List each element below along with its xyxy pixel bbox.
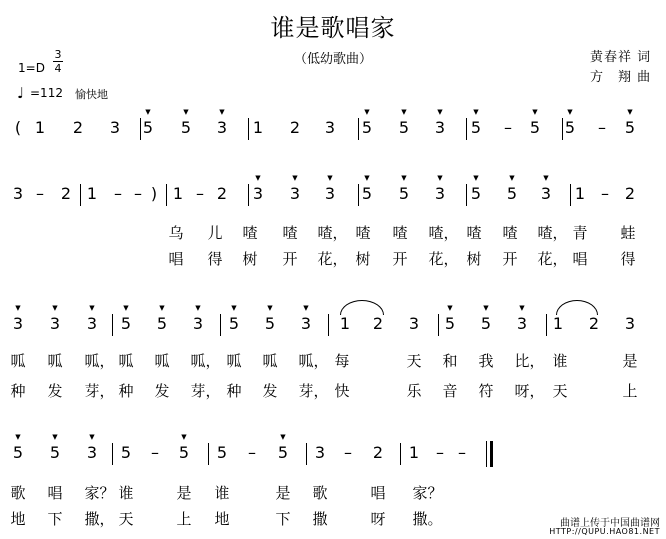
lyric-l5-6: 是: [275, 484, 291, 502]
lyric-l4-3: 种: [118, 382, 134, 400]
note-r2-21: 2: [624, 184, 636, 203]
time-signature: [53, 49, 63, 74]
lyric-l4-1: 发: [47, 382, 63, 400]
bar-line: [358, 118, 359, 140]
accent-mark: ▼: [437, 108, 443, 116]
note-r4-3: 5: [120, 443, 132, 462]
lyric-l1-4: 喳，: [317, 224, 348, 242]
lyric-l5-5: 谁: [214, 484, 230, 502]
lyric-l2-0: 唱: [168, 250, 184, 268]
note-r2-12: 3: [324, 184, 336, 203]
lyric-l6-0: 地: [10, 510, 26, 528]
bar-line: [466, 118, 467, 140]
lyric-l5-4: 是: [176, 484, 192, 502]
note-r1-4: 5: [142, 118, 154, 137]
note-r2-20: –: [601, 184, 609, 203]
note-r4-6: 5: [216, 443, 228, 462]
bar-line: [166, 184, 167, 206]
note-r1-7: 1: [252, 118, 264, 137]
note-r1-0: (: [14, 118, 22, 137]
note-r2-6: ): [150, 184, 158, 203]
accent-mark: ▼: [437, 174, 443, 182]
lyric-l1-9: 喳: [502, 224, 518, 242]
note-r2-11: 3: [289, 184, 301, 203]
note-r4-2: 3: [86, 443, 98, 462]
lyric-l1-10: 喳，: [537, 224, 568, 242]
lyric-l2-3: 开: [282, 250, 298, 268]
lyric-l2-7: 花，: [428, 250, 459, 268]
time-signature-top: 3: [54, 48, 62, 61]
composer-credit: 方 翔 曲: [590, 70, 652, 85]
accent-mark: ▼: [543, 174, 549, 182]
note-r2-7: 1: [172, 184, 184, 203]
lyric-l2-12: 得: [620, 250, 636, 268]
accent-mark: ▼: [255, 174, 261, 182]
note-r2-5: –: [134, 184, 142, 203]
lyric-l4-12: 符: [478, 382, 494, 400]
note-r3-11: 3: [408, 314, 420, 333]
expression-marking: 愉快地: [75, 88, 108, 101]
bar-line: [438, 314, 439, 336]
bar-line: [570, 184, 571, 206]
accent-mark: ▼: [181, 433, 187, 441]
note-r4-14: –: [458, 443, 466, 462]
note-r2-2: 2: [60, 184, 72, 203]
lyric-l6-3: 天: [118, 510, 134, 528]
note-r4-0: 5: [12, 443, 24, 462]
lyric-l3-13: 比，: [514, 352, 545, 370]
note-r4-13: –: [436, 443, 444, 462]
lyric-l4-4: 发: [154, 382, 170, 400]
accent-mark: ▼: [519, 304, 525, 312]
lyric-l3-3: 呱: [118, 352, 134, 370]
note-r1-10: 5: [361, 118, 373, 137]
note-r1-13: 5: [470, 118, 482, 137]
note-r1-9: 3: [324, 118, 336, 137]
lyric-l1-1: 儿: [207, 224, 223, 242]
accent-mark: ▼: [159, 304, 165, 312]
lyric-l2-6: 开: [392, 250, 408, 268]
accent-mark: ▼: [123, 304, 129, 312]
bar-line: [328, 314, 329, 336]
accent-mark: ▼: [327, 174, 333, 182]
bar-line: [80, 184, 81, 206]
accent-mark: ▼: [52, 304, 58, 312]
lyric-l1-6: 喳: [392, 224, 408, 242]
accent-mark: ▼: [280, 433, 286, 441]
bar-line: [306, 443, 307, 465]
note-r3-1: 3: [49, 314, 61, 333]
accent-mark: ▼: [15, 304, 21, 312]
lyric-l3-7: 呱: [262, 352, 278, 370]
note-r3-13: 5: [480, 314, 492, 333]
lyric-l6-8: 呀: [370, 510, 386, 528]
lyric-l3-8: 呱，: [298, 352, 329, 370]
accent-mark: ▼: [231, 304, 237, 312]
note-r3-14: 3: [516, 314, 528, 333]
note-r1-18: 5: [624, 118, 636, 137]
lyric-l6-4: 上: [176, 510, 192, 528]
final-bar-thin: [486, 441, 487, 467]
note-r2-19: 1: [574, 184, 586, 203]
time-signature-bottom: 4: [54, 62, 62, 75]
note-r3-5: 3: [192, 314, 204, 333]
lyric-l2-4: 花，: [317, 250, 348, 268]
lyric-l4-14: 天: [552, 382, 568, 400]
bar-line: [248, 184, 249, 206]
note-r4-1: 5: [49, 443, 61, 462]
song-subtitle: （低幼歌曲）: [293, 52, 372, 67]
note-r2-0: 3: [12, 184, 24, 203]
note-r1-3: 3: [109, 118, 121, 137]
note-r3-12: 5: [444, 314, 456, 333]
bar-line: [562, 118, 563, 140]
accent-mark: ▼: [89, 433, 95, 441]
accent-mark: ▼: [532, 108, 538, 116]
lyric-l6-5: 地: [214, 510, 230, 528]
lyric-l5-3: 谁: [118, 484, 134, 502]
lyric-l4-9: 快: [334, 382, 350, 400]
lyric-l2-10: 花，: [537, 250, 568, 268]
lyric-l4-11: 音: [442, 382, 458, 400]
note-r2-8: –: [196, 184, 204, 203]
note-r2-3: 1: [86, 184, 98, 203]
lyric-l6-6: 下: [275, 510, 291, 528]
lyric-l6-1: 下: [47, 510, 63, 528]
lyric-l4-8: 芽，: [298, 382, 329, 400]
note-r4-8: 5: [277, 443, 289, 462]
note-r4-12: 1: [408, 443, 420, 462]
note-r2-17: 5: [506, 184, 518, 203]
song-title: 谁是歌唱家: [270, 14, 396, 42]
lyric-l3-0: 呱: [10, 352, 26, 370]
lyric-l3-2: 呱，: [84, 352, 115, 370]
bar-line: [466, 184, 467, 206]
lyric-l5-8: 唱: [370, 484, 386, 502]
note-r1-6: 3: [216, 118, 228, 137]
accent-mark: ▼: [15, 433, 21, 441]
note-r2-9: 2: [216, 184, 228, 203]
tempo-marking: =112: [30, 86, 63, 100]
lyric-l5-1: 唱: [47, 484, 63, 502]
lyric-l2-9: 开: [502, 250, 518, 268]
lyric-l3-4: 呱: [154, 352, 170, 370]
accent-mark: ▼: [303, 304, 309, 312]
bar-line: [140, 118, 141, 140]
lyric-l2-8: 树: [466, 250, 482, 268]
lyric-l5-2: 家？: [84, 484, 115, 502]
footer-site: 曲谱上传于中国曲谱网: [560, 518, 660, 529]
note-r3-8: 3: [300, 314, 312, 333]
bar-line: [112, 314, 113, 336]
note-r2-16: 5: [470, 184, 482, 203]
accent-mark: ▼: [145, 108, 151, 116]
lyric-l1-2: 喳: [242, 224, 258, 242]
lyric-l3-10: 天: [406, 352, 422, 370]
note-r1-5: 5: [180, 118, 192, 137]
note-r1-17: –: [598, 118, 606, 137]
lyric-l4-7: 发: [262, 382, 278, 400]
lyric-l5-0: 歌: [10, 484, 26, 502]
slur-1: [340, 300, 384, 315]
lyric-l4-15: 上: [622, 382, 638, 400]
note-r3-16: 2: [588, 314, 600, 333]
note-r3-7: 5: [264, 314, 276, 333]
note-r2-4: –: [114, 184, 122, 203]
note-r3-9: 1: [339, 314, 351, 333]
accent-mark: ▼: [567, 108, 573, 116]
lyric-l5-9: 家？: [412, 484, 443, 502]
final-bar-thick: [490, 441, 493, 467]
note-r2-18: 3: [540, 184, 552, 203]
note-r3-4: 5: [156, 314, 168, 333]
note-r4-5: 5: [178, 443, 190, 462]
note-r1-1: 1: [34, 118, 46, 137]
note-r2-14: 5: [398, 184, 410, 203]
note-r3-15: 1: [552, 314, 564, 333]
lyric-l4-6: 种: [226, 382, 242, 400]
lyric-l1-0: 乌: [168, 224, 184, 242]
lyric-l4-0: 种: [10, 382, 26, 400]
bar-line: [208, 443, 209, 465]
lyric-l3-14: 谁: [552, 352, 568, 370]
bar-line: [358, 184, 359, 206]
lyric-l1-7: 喳，: [428, 224, 459, 242]
key-signature: 1=D: [18, 61, 45, 75]
accent-mark: ▼: [219, 108, 225, 116]
lyric-l3-1: 呱: [47, 352, 63, 370]
lyric-l2-11: 唱: [572, 250, 588, 268]
accent-mark: ▼: [447, 304, 453, 312]
accent-mark: ▼: [473, 108, 479, 116]
lyric-l3-15: 是: [622, 352, 638, 370]
lyric-l1-12: 蛙: [620, 224, 636, 242]
accent-mark: ▼: [473, 174, 479, 182]
note-r3-17: 3: [624, 314, 636, 333]
accent-mark: ▼: [195, 304, 201, 312]
note-r2-15: 3: [434, 184, 446, 203]
lyric-l3-9: 每: [334, 352, 350, 370]
accent-mark: ▼: [89, 304, 95, 312]
bar-line: [400, 443, 401, 465]
lyricist-credit: 黄春祥 词: [590, 50, 652, 65]
lyric-l2-2: 树: [242, 250, 258, 268]
accent-mark: ▼: [509, 174, 515, 182]
lyric-l6-2: 撒，: [84, 510, 115, 528]
accent-mark: ▼: [267, 304, 273, 312]
note-r1-12: 3: [434, 118, 446, 137]
bar-line: [546, 314, 547, 336]
note-r3-3: 5: [120, 314, 132, 333]
lyric-l1-5: 喳: [355, 224, 371, 242]
accent-mark: ▼: [183, 108, 189, 116]
note-r3-0: 3: [12, 314, 24, 333]
note-r3-6: 5: [228, 314, 240, 333]
accent-mark: ▼: [364, 108, 370, 116]
quarter-note-icon: ♩: [17, 84, 25, 102]
note-r3-2: 3: [86, 314, 98, 333]
bar-line: [112, 443, 113, 465]
lyric-l3-11: 和: [442, 352, 458, 370]
lyric-l2-5: 树: [355, 250, 371, 268]
note-r2-1: –: [36, 184, 44, 203]
accent-mark: ▼: [401, 174, 407, 182]
lyric-l3-6: 呱: [226, 352, 242, 370]
lyric-l4-10: 乐: [406, 382, 422, 400]
bar-line: [248, 118, 249, 140]
lyric-l4-5: 芽，: [190, 382, 221, 400]
note-r2-10: 3: [252, 184, 264, 203]
footer-url: HTTP://QUPU.HAO81.NET: [549, 527, 660, 536]
lyric-l2-1: 得: [207, 250, 223, 268]
lyric-l4-2: 芽，: [84, 382, 115, 400]
note-r4-9: 3: [314, 443, 326, 462]
note-r1-8: 2: [289, 118, 301, 137]
bar-line: [220, 314, 221, 336]
note-r1-16: 5: [564, 118, 576, 137]
note-r4-10: –: [344, 443, 352, 462]
accent-mark: ▼: [364, 174, 370, 182]
lyric-l5-7: 歌: [312, 484, 328, 502]
note-r1-2: 2: [72, 118, 84, 137]
lyric-l3-12: 我: [478, 352, 494, 370]
accent-mark: ▼: [483, 304, 489, 312]
lyric-l1-11: 青: [572, 224, 588, 242]
note-r3-10: 2: [372, 314, 384, 333]
note-r1-11: 5: [398, 118, 410, 137]
note-r1-14: –: [504, 118, 512, 137]
note-r4-7: –: [248, 443, 256, 462]
lyric-l1-3: 喳: [282, 224, 298, 242]
lyric-l1-8: 喳: [466, 224, 482, 242]
accent-mark: ▼: [401, 108, 407, 116]
note-r1-15: 5: [529, 118, 541, 137]
note-r4-4: –: [151, 443, 159, 462]
note-r4-11: 2: [372, 443, 384, 462]
lyric-l6-7: 撒: [312, 510, 328, 528]
lyric-l4-13: 呀，: [514, 382, 545, 400]
accent-mark: ▼: [292, 174, 298, 182]
accent-mark: ▼: [627, 108, 633, 116]
accent-mark: ▼: [52, 433, 58, 441]
slur-2: [556, 300, 598, 315]
lyric-l6-9: 撒。: [412, 510, 443, 528]
note-r2-13: 5: [361, 184, 373, 203]
lyric-l3-5: 呱，: [190, 352, 221, 370]
